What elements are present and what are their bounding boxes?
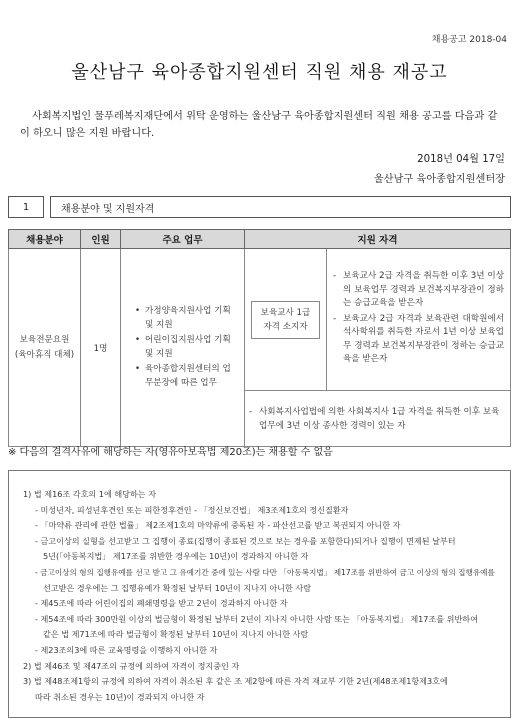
disqualification-note: ※ 다음의 결격사유에 해당하는 자(영유아보육법 제20조)는 채용할 수 없음 [8,447,333,458]
disqualification-line: - 제23조의3에 따른 교육명령을 이행하지 아니한 자 [35,644,218,655]
disqualification-line: 2) 법 제46조 및 제47조의 규정에 의하여 자격이 정지중인 자 [23,660,240,671]
extra-qualification: - 사회복지사업법에 의한 사회복지사 1급 자격을 취득한 이후 보육업무에 3년 이상 종사한 경력이 있는 자 [245,393,510,445]
duty-item: • 육아종합지원센터의 업무분장에 따른 업무 [135,362,238,390]
header-field: 채용분야 [9,230,81,249]
disqualification-line: 같은 법 제71조에 따라 벌금형이 확정된 날부터 10년이 지나지 아니한 사람 [43,629,309,640]
section-title: 채용분야 및 지원자격 [50,196,511,218]
field-cell [9,249,81,447]
organization-name: 울산남구 육아종합지원센터장 [373,174,505,185]
duty-item: • 어린이집지원사업 기획 및 지원 [135,333,238,361]
disqualification-line: 선고받은 경우에는 그 집행유예가 확정된 날부터 10년이 지나지 아니한 사람 [43,582,312,593]
condition-item: - 보육교사 2급 자격을 취득한 이후 3년 이상의 보육업무 경력과 보건복지부장관이 정하는 승급교육을 받은자 [333,270,504,311]
header-duties: 주요 업무 [121,230,245,249]
notice-date: 2018년 04월 17일 [417,154,505,165]
disqualification-line: - 금고이상의 실형을 선고받고 그 집행이 종료(집행이 종료된 것으로 보는 경우를 포함한다)되거나 집행이 면제된 날부터 [35,535,456,546]
disqualification-line: - 제45조에 따라 어린이집의 폐쇄명령을 받고 2년이 경과하지 아니한 자 [35,598,288,609]
disqualification-line: 3) 법 제48조제1항의 규정에 의하여 자격이 취소된 후 같은 조 제2항에 따른 자격 재교부 기한 2년(제48조제1항제3호에 [23,676,448,687]
field-note: (육아휴직 대체) [14,349,75,360]
condition-item: - 보육교사 2급 자격과 보육관련 대학원에서 석사학위를 취득한 자로서 1년 이상 보육업무 경력과 보건복지부장관이 정하는 승급교육을 받은자 [333,313,504,367]
disqualification-line: - 미성년자, 피성년후견인 또는 피한정후견인 - 「정신보건법」 제3조제1호의 정신질환자 [35,504,349,515]
count-cell: 1명 [81,249,121,447]
qualification-label: 보육교사 1급 자격 소지자 [251,301,320,339]
disqualification-line: 따라 취소된 경우는 10년)이 경과되지 아니한 자 [35,691,205,702]
header-qualification: 지원 자격 [245,230,511,249]
table-row [9,249,511,391]
disqualification-box [8,470,511,718]
qualification-cell [245,249,327,391]
disqualification-line: - 「마약류 관리에 관한 법률」 제2조제1호의 마약류에 중독된 자 - 파산선고를 받고 복권되지 아니한 자 [35,520,401,531]
disqualification-line: 1) 법 제16조 각호의 1에 해당하는 자 [23,489,157,499]
field-name: 보육전문요원 [19,334,70,345]
section-number: 1 [8,196,44,218]
recruitment-table [8,229,511,447]
conditions-list [327,266,510,373]
conditions-cell [327,249,511,391]
intro-paragraph: 사회복지법인 물푸레복지재단에서 위탁 운영하는 울산남구 육아종합지원센터 직원 채용 공고를 다음과 같이 하오니 많은 지원 바랍니다. [20,111,498,139]
page-title: 울산남구 육아종합지원센터 직원 채용 재공고 [71,62,448,83]
section-header [8,196,511,218]
duty-item: • 가정양육지원사업 기획 및 지원 [135,304,238,332]
disqualification-line: - 금고이상의 형의 집행유예를 선고 받고 그 유예기간 중에 있는 사람 다만 「아동복지법」 제17조를 위반하여 금고 이상의 형의 집행유예를 [35,567,495,577]
disqualification-line: - 제54조에 따라 300만원 이상의 벌금형이 확정된 날부터 2년이 지나지 아니한 사람 또는 「아동복지법」 제17조를 위반하여 [35,613,478,624]
disqualification-line: 5년(「아동복지법」 제17조를 위반한 경우에는 10년)이 경과하지 아니한 자 [43,551,309,562]
duties-cell [121,249,245,447]
duties-list [121,304,244,390]
table-header-row [9,230,511,249]
notice-number: 채용공고 2018-04 [431,35,507,45]
extra-qualification-cell [245,391,511,447]
header-count: 인원 [81,230,121,249]
